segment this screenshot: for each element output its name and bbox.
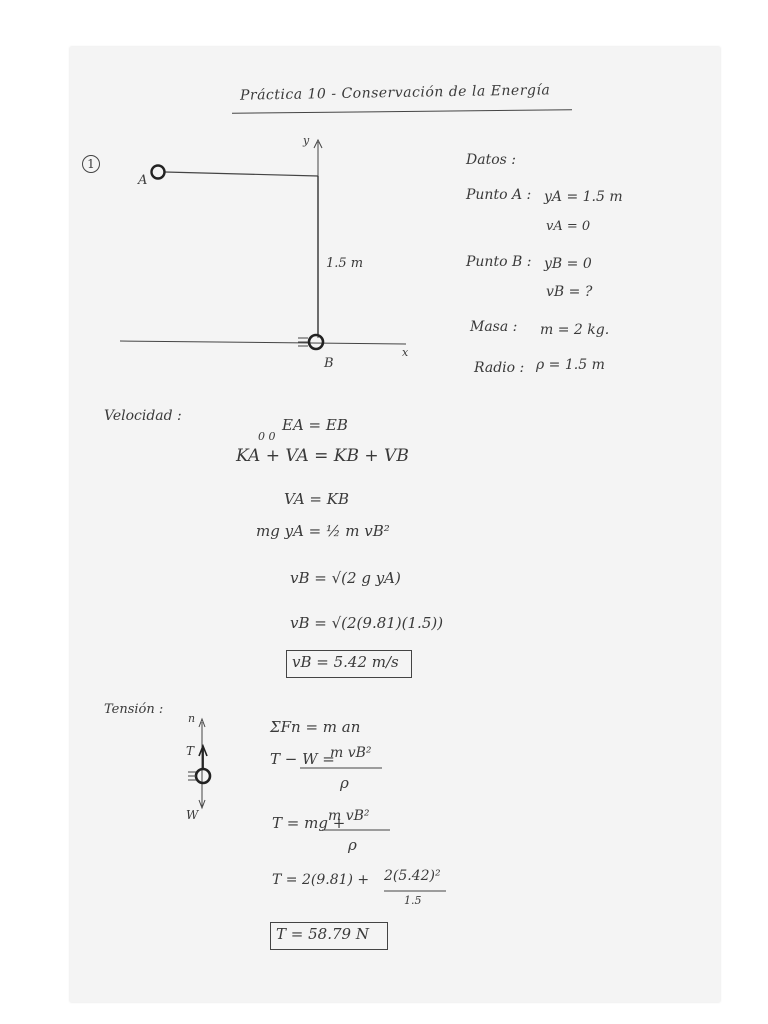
vb-formula: vB = √(2 g yA)	[290, 569, 401, 587]
fbd-label-n: n	[188, 712, 196, 725]
x-axis	[120, 341, 406, 344]
label-point-a: A	[138, 173, 148, 188]
punto-b-label: Punto B :	[466, 254, 532, 270]
fbd-ball	[196, 769, 210, 783]
tension-eq2-lhs: T = mg +	[272, 814, 346, 832]
fbd-label-t: T	[186, 744, 195, 758]
label-y-axis: y	[303, 134, 310, 147]
tension-eq3-lhs: T = 2(9.81) +	[272, 872, 370, 888]
yb-value: yB = 0	[544, 256, 592, 272]
radio-label: Radio :	[474, 360, 525, 376]
ball-b	[309, 335, 323, 349]
tension-eq3-den: 1.5	[404, 894, 422, 907]
newton-sum: ΣFn = m an	[270, 718, 361, 736]
page-title: Práctica 10 - Conservación de la Energía	[239, 82, 551, 104]
masa-label: Masa :	[470, 319, 518, 335]
tension-eq1-den: ρ	[340, 774, 349, 792]
punto-a-label: Punto A :	[466, 187, 532, 203]
mgy-equation: mg yA = ½ m vB²	[256, 522, 390, 540]
tension-heading: Tensión :	[104, 702, 164, 717]
vb-substitution: vB = √(2(9.81)(1.5))	[290, 614, 444, 632]
label-x-axis: x	[402, 346, 409, 359]
velocity-result: vB = 5.42 m/s	[292, 653, 399, 671]
ball-a	[152, 166, 165, 179]
tension-eq3-num: 2(5.42)²	[384, 868, 441, 884]
energy-terms: KA + VA = KB + VB	[236, 446, 409, 466]
masa-value: m = 2 kg.	[540, 322, 610, 338]
ya-value: yA = 1.5 m	[544, 189, 623, 205]
rope-horizontal	[165, 172, 318, 176]
tension-eq1-lhs: T − W =	[270, 750, 335, 768]
zero-annotations: 0 0	[258, 430, 276, 443]
tension-result: T = 58.79 N	[276, 925, 369, 943]
va-value: vA = 0	[546, 219, 591, 234]
label-height: 1.5 m	[326, 256, 364, 271]
tension-eq1-num: m vB²	[330, 745, 372, 761]
potential-equals-kinetic: VA = KB	[284, 490, 349, 508]
velocidad-heading: Velocidad :	[104, 408, 182, 424]
datos-heading: Datos :	[466, 152, 516, 168]
energy-equation: EA = EB	[282, 416, 348, 434]
vb-value: vB = ?	[546, 284, 593, 300]
problem-number: 1	[82, 155, 100, 173]
label-point-b: B	[324, 356, 334, 371]
fbd-label-w: W	[186, 808, 199, 822]
tension-eq2-den: ρ	[348, 836, 357, 854]
tension-eq2-num: m vB²	[328, 808, 370, 824]
radio-value: ρ = 1.5 m	[536, 357, 605, 373]
